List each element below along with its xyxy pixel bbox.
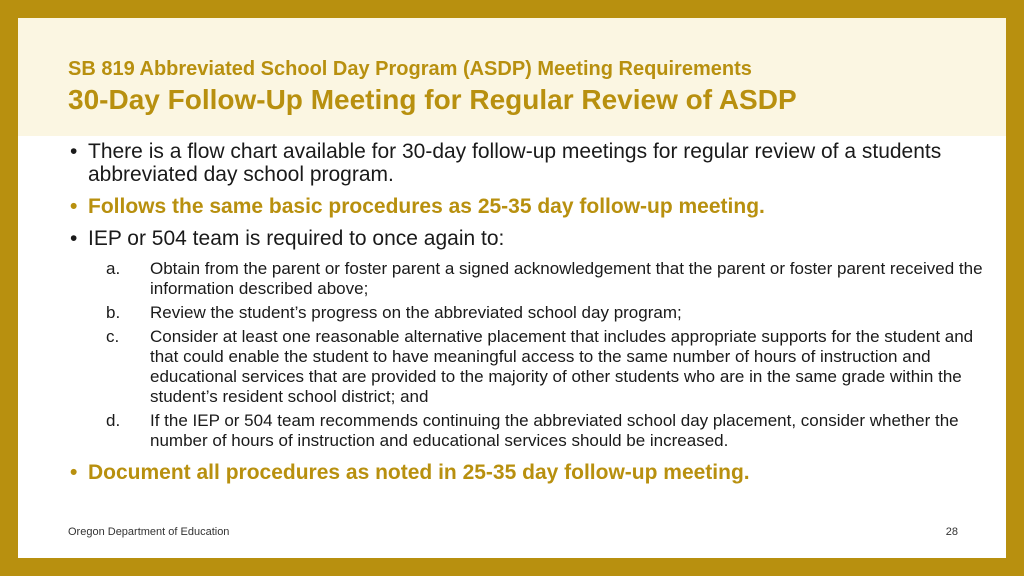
bullet-text: IEP or 504 team is required to once again to: — [88, 227, 505, 250]
bullet-text: Document all procedures as noted in 25-35 day follow-up meeting. — [88, 461, 750, 484]
bullet-marker: • — [70, 195, 78, 218]
bullet-marker: • — [70, 227, 78, 250]
slide-subtitle: SB 819 Abbreviated School Day Program (ASDP) Meeting Requirements — [68, 58, 752, 80]
bullet-flow-chart — [66, 140, 986, 186]
bullet-text: There is a flow chart available for 30-day follow-up meetings for regular review of a students abbreviated day school program. — [88, 140, 942, 186]
bullet-text: Follows the same basic procedures as 25-35 day follow-up meeting. — [88, 195, 765, 218]
title-band — [18, 18, 1006, 136]
item-text: Consider at least one reasonable alternative placement that includes appropriate supports for the student and that could enable the student to have meaningful access to the same number of hours of instruction and educational services that are provided to the majority of other students who are in the same grade within the student’s resident school district; and — [150, 327, 974, 406]
requirement-item-c — [66, 327, 986, 407]
page-number: 28 — [945, 526, 958, 538]
footer-organization: Oregon Department of Education — [68, 526, 230, 538]
item-letter: a. — [106, 259, 121, 278]
requirement-list — [66, 259, 986, 451]
bullet-marker: • — [70, 140, 78, 163]
item-letter: b. — [106, 303, 121, 322]
requirement-item-a — [66, 259, 986, 299]
bullet-team-required — [66, 227, 986, 250]
slide-title: 30-Day Follow-Up Meeting for Regular Review of ASDP — [68, 84, 797, 115]
slide — [18, 18, 1006, 558]
requirement-item-d — [66, 411, 986, 451]
item-text: If the IEP or 504 team recommends continuing the abbreviated school day placement, consider whether the number of hours of instruction and educational services should be increased. — [150, 411, 959, 450]
bullet-marker: • — [70, 461, 78, 484]
item-letter: d. — [106, 411, 121, 430]
item-text: Review the student’s progress on the abbreviated school day program; — [150, 303, 682, 322]
item-text: Obtain from the parent or foster parent a signed acknowledgement that the parent or foster parent received the information described above; — [150, 259, 983, 298]
requirement-item-b — [66, 303, 986, 323]
bullet-document-procedures — [66, 461, 986, 484]
item-letter: c. — [106, 327, 120, 346]
slide-body — [66, 140, 986, 493]
bullet-same-procedures — [66, 195, 986, 218]
